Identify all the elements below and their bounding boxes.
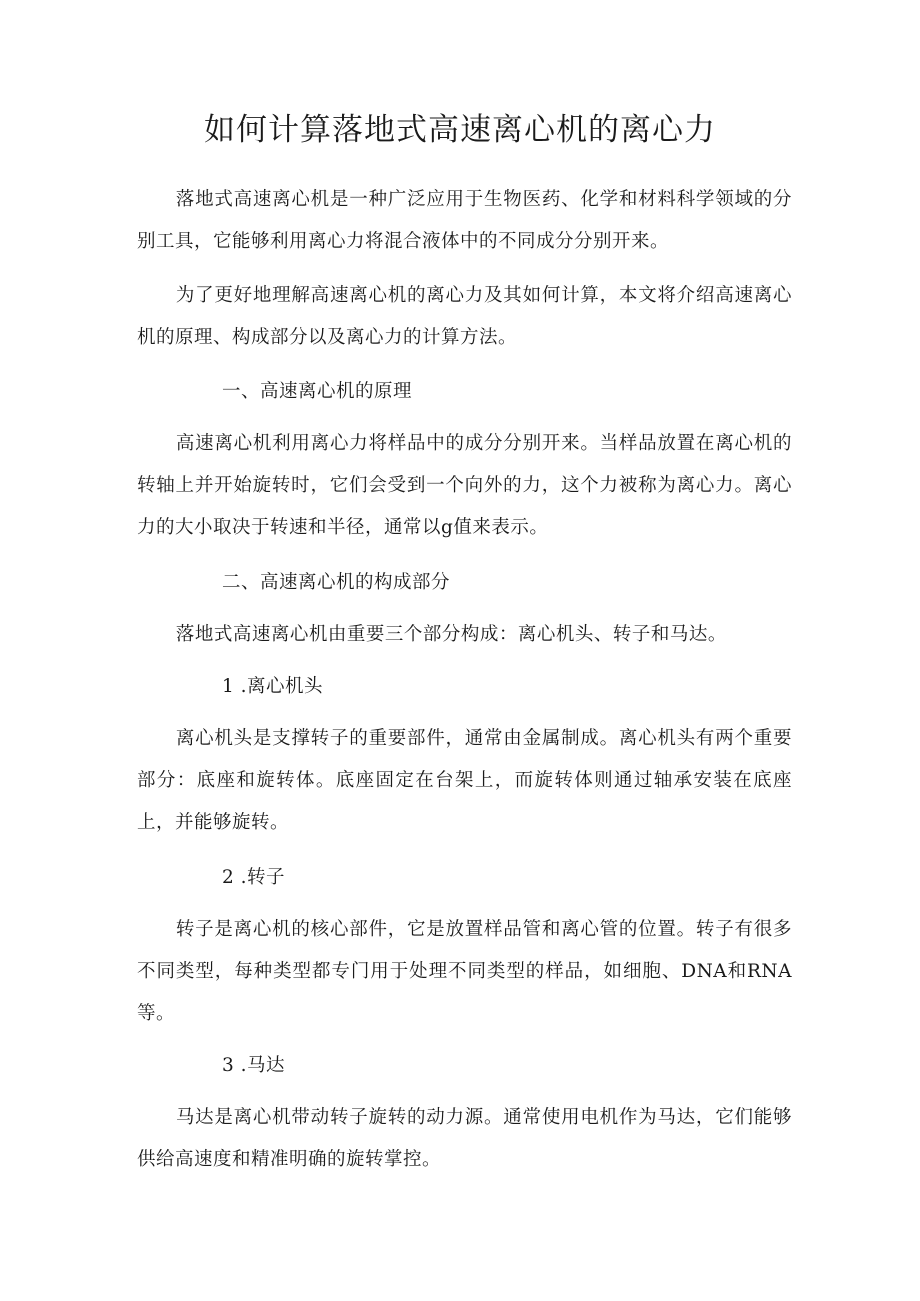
document-title: 如何计算落地式高速离心机的离心力 xyxy=(204,112,716,148)
components-paragraph: 落地式高速离心机由重要三个部分构成：离心机头、转子和马达。 xyxy=(175,624,727,645)
principle-paragraph: 高速离心机利用离心力将样品中的成分分别开来。当样品放置在离心机的转轴上并开始旋转时，它们会受到一个向外的力，这个力被称为离心力。离心力的大小取决于转速和半径，通常以g值来表示。 xyxy=(137,433,792,538)
intro-paragraph-2: 为了更好地理解高速离心机的离心力及其如何计算，本文将介绍高速离心机的原理、构成部分以及离心力的计算方法。 xyxy=(137,285,792,348)
rotor-paragraph: 转子是离心机的核心部件，它是放置样品管和离心管的位置。转子有很多不同类型，每种类型都专门用于处理不同类型的样品，如细胞、DNA和RNA等。 xyxy=(137,919,792,1024)
intro-paragraph-1: 落地式高速离心机是一种广泛应用于生物医药、化学和材料科学领域的分别工具，它能够利用离心力将混合液体中的不同成分分别开来。 xyxy=(137,189,792,252)
item-heading-rotor: 2 .转子 xyxy=(222,867,286,888)
motor-paragraph: 马达是离心机带动转子旋转的动力源。通常使用电机作为马达，它们能够供给高速度和精准明确的旋转掌控。 xyxy=(137,1107,792,1170)
head-paragraph: 离心机头是支撑转子的重要部件，通常由金属制成。离心机头有两个重要部分：底座和旋转体。底座固定在台架上，而旋转体则通过轴承安装在底座上，并能够旋转。 xyxy=(137,728,792,833)
section-heading-principle: 一、高速离心机的原理 xyxy=(222,381,413,402)
item-heading-head: 1 .离心机头 xyxy=(222,676,324,697)
item-heading-motor: 3 .马达 xyxy=(222,1055,286,1076)
section-heading-components: 二、高速离心机的构成部分 xyxy=(222,572,451,593)
